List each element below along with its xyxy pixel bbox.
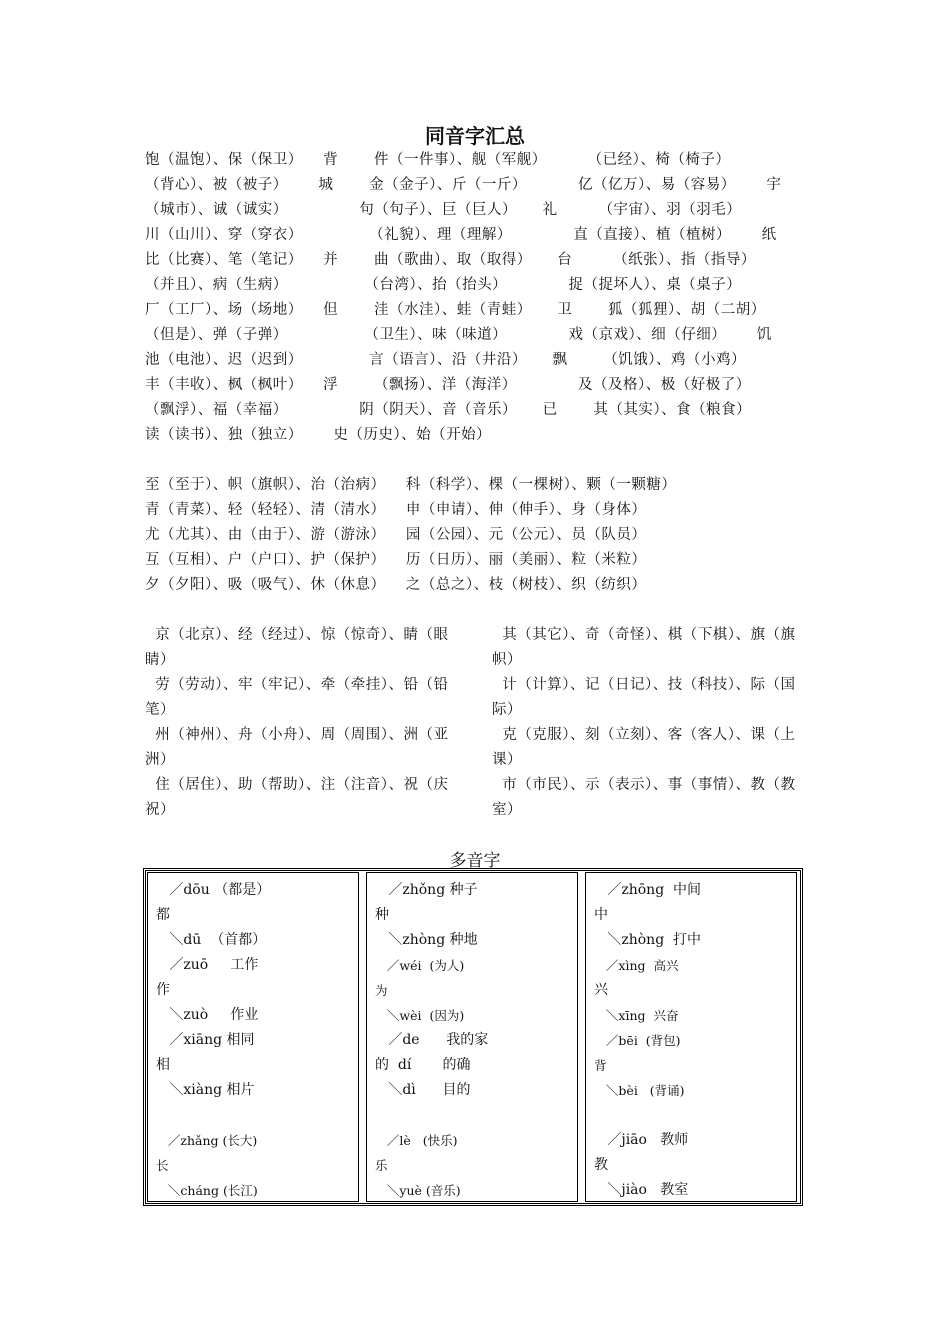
text-line: 洲） [145,752,175,768]
table-cell: ＼dì 目的 [375,1082,471,1098]
page-title: 同音字汇总 [425,124,525,148]
text-line: 京（北京）、经（经过）、惊（惊奇）、睛（眼 [145,627,449,643]
table-cell: ／zhǎng (长大) [156,1133,258,1148]
table-cell: ＼wèi (因为) [375,1008,465,1023]
table-cell: ＼jiào 教室 [594,1182,689,1198]
text-line: 川（山川）、穿（穿衣） （礼貌）、理（理解） 直（直接）、植（植树） 纸 [145,227,777,243]
text-line: 至（至于）、帜（旗帜）、治（治病） 科（科学）、棵（一棵树）、颗（一颗糖） [145,477,677,493]
table-cell: ／xiāng 相同 [156,1032,255,1048]
text-line: 厂（工厂）、场（场地） 但 洼（水洼）、蛙（青蛙） 卫 狐（狐狸）、胡（二胡） [145,302,766,318]
text-line: 住（居住）、助（帮助）、注（注音）、祝（庆 [145,777,449,793]
table-cell: 都 [156,907,170,923]
table-cell: 乐 [375,1158,388,1173]
text-line: 劳（劳动）、牢（牢记）、牵（牵挂）、铅（铅 [145,677,449,693]
text-line: 计（计算）、记（日记）、技（科技）、际（国 [492,677,796,693]
text-line: 室） [492,802,522,818]
table-cell: ／lè (快乐) [375,1133,458,1148]
table-cell: ／wéi (为人) [375,958,465,973]
text-line: 帜） [492,652,522,668]
text-line: 比（比赛）、笔（笔记） 并 曲（歌曲）、取（取得） 台 （纸张）、指（指导） [145,252,756,268]
text-line: 课） [492,752,522,768]
text-line: 市（市民）、示（表示）、事（事情）、教（教 [492,777,796,793]
table-cell: ／zuō 工作 [156,957,259,973]
table-cell: 教 [594,1157,608,1173]
text-line: 池（电池）、迟（迟到） 言（语言）、沿（井沿） 飘 （饥饿）、鸡（小鸡） [145,352,746,368]
table-cell: ＼bèi (背诵) [594,1083,685,1098]
table-cell: ＼dū （首都） [156,932,267,948]
table-cell: ／de 我的家 [375,1032,489,1048]
table-cell: 兴 [594,982,608,998]
polyphone-section-title: 多音字 [449,851,501,871]
table-cell: ／zhōng 中间 [594,882,702,898]
table-cell: ／dōu （都是） [156,882,271,898]
text-line: 其（其它）、奇（奇怪）、棋（下棋）、旗（旗 [492,627,796,643]
table-cell: ＼xiàng 相片 [156,1082,255,1098]
table-cell: 背 [594,1058,607,1073]
text-line: 丰（丰收）、枫（枫叶） 浮 （飘扬）、洋（海洋） 及（及格）、极（好极了） [145,377,751,393]
text-line: 笔） [145,702,175,718]
table-cell: ／xìng 高兴 [594,958,679,973]
text-line: （但是）、弹（子弹） （卫生）、味（味道） 戏（京戏）、细（仔细） 饥 [145,327,772,343]
text-line: 夕（夕阳）、吸（吸气）、休（休息） 之（总之）、枝（树枝）、织（纺织） [145,577,647,593]
table-cell: 相 [156,1057,170,1073]
table-cell: 作 [156,982,170,998]
table-cell: ／jiāo 教师 [594,1132,689,1148]
text-line: （飘浮）、福（幸福） 阴（阴天）、音（音乐） 已 其（其实）、食（粮食） [145,402,752,418]
text-line: 州（神州）、舟（小舟）、周（周围）、洲（亚 [145,727,449,743]
table-cell: ＼zhòng 种地 [375,932,478,948]
table-cell: ＼zuò 作业 [156,1007,259,1023]
table-cell: ／bēi (背包) [594,1033,681,1048]
text-line: （并且）、病（生病） （台湾）、抬（抬头） 捉（捉坏人）、桌（桌子） [145,277,742,293]
table-cell: ／zhǒng 种子 [375,882,478,898]
text-line: 饱（温饱）、保（保卫） 背 件（一件事）、舰（军舰） （已经）、椅（椅子） [145,152,731,168]
text-line: 际） [492,702,522,718]
text-line: （城市）、诚（诚实） 句（句子）、巨（巨人） 礼 （宇宙）、羽（羽毛） [145,202,742,218]
text-line: 尤（尤其）、由（由于）、游（游泳） 园（公园）、元（公元）、员（队员） [145,527,647,543]
text-line: 睛） [145,652,175,668]
table-cell: ＼xīng 兴奋 [594,1008,679,1023]
table-cell: 长 [156,1158,169,1173]
table-cell: 种 [375,907,389,923]
text-line: 克（克服）、刻（立刻）、客（客人）、课（上 [492,727,796,743]
text-line: 读（读书）、独（独立） 史（历史）、始（开始） [145,427,492,443]
text-line: 互（互相）、户（户口）、护（保护） 历（日历）、丽（美丽）、粒（米粒） [145,552,647,568]
text-line: 祝） [145,802,175,818]
table-cell: 为 [375,983,388,998]
table-cell: ＼zhòng 打中 [594,932,702,948]
table-cell: 的 dí 的确 [375,1057,471,1073]
table-cell: ＼yuè (音乐) [375,1183,461,1198]
text-line: （背心）、被（被子） 城 金（金子）、斤（一斤） 亿（亿万）、易（容易） 宇 [145,177,782,193]
table-cell: ＼cháng (长江) [156,1183,258,1198]
text-line: 青（青菜）、轻（轻轻）、清（清水） 申（申请）、伸（伸手）、身（身体） [145,502,647,518]
table-cell: 中 [594,907,608,923]
